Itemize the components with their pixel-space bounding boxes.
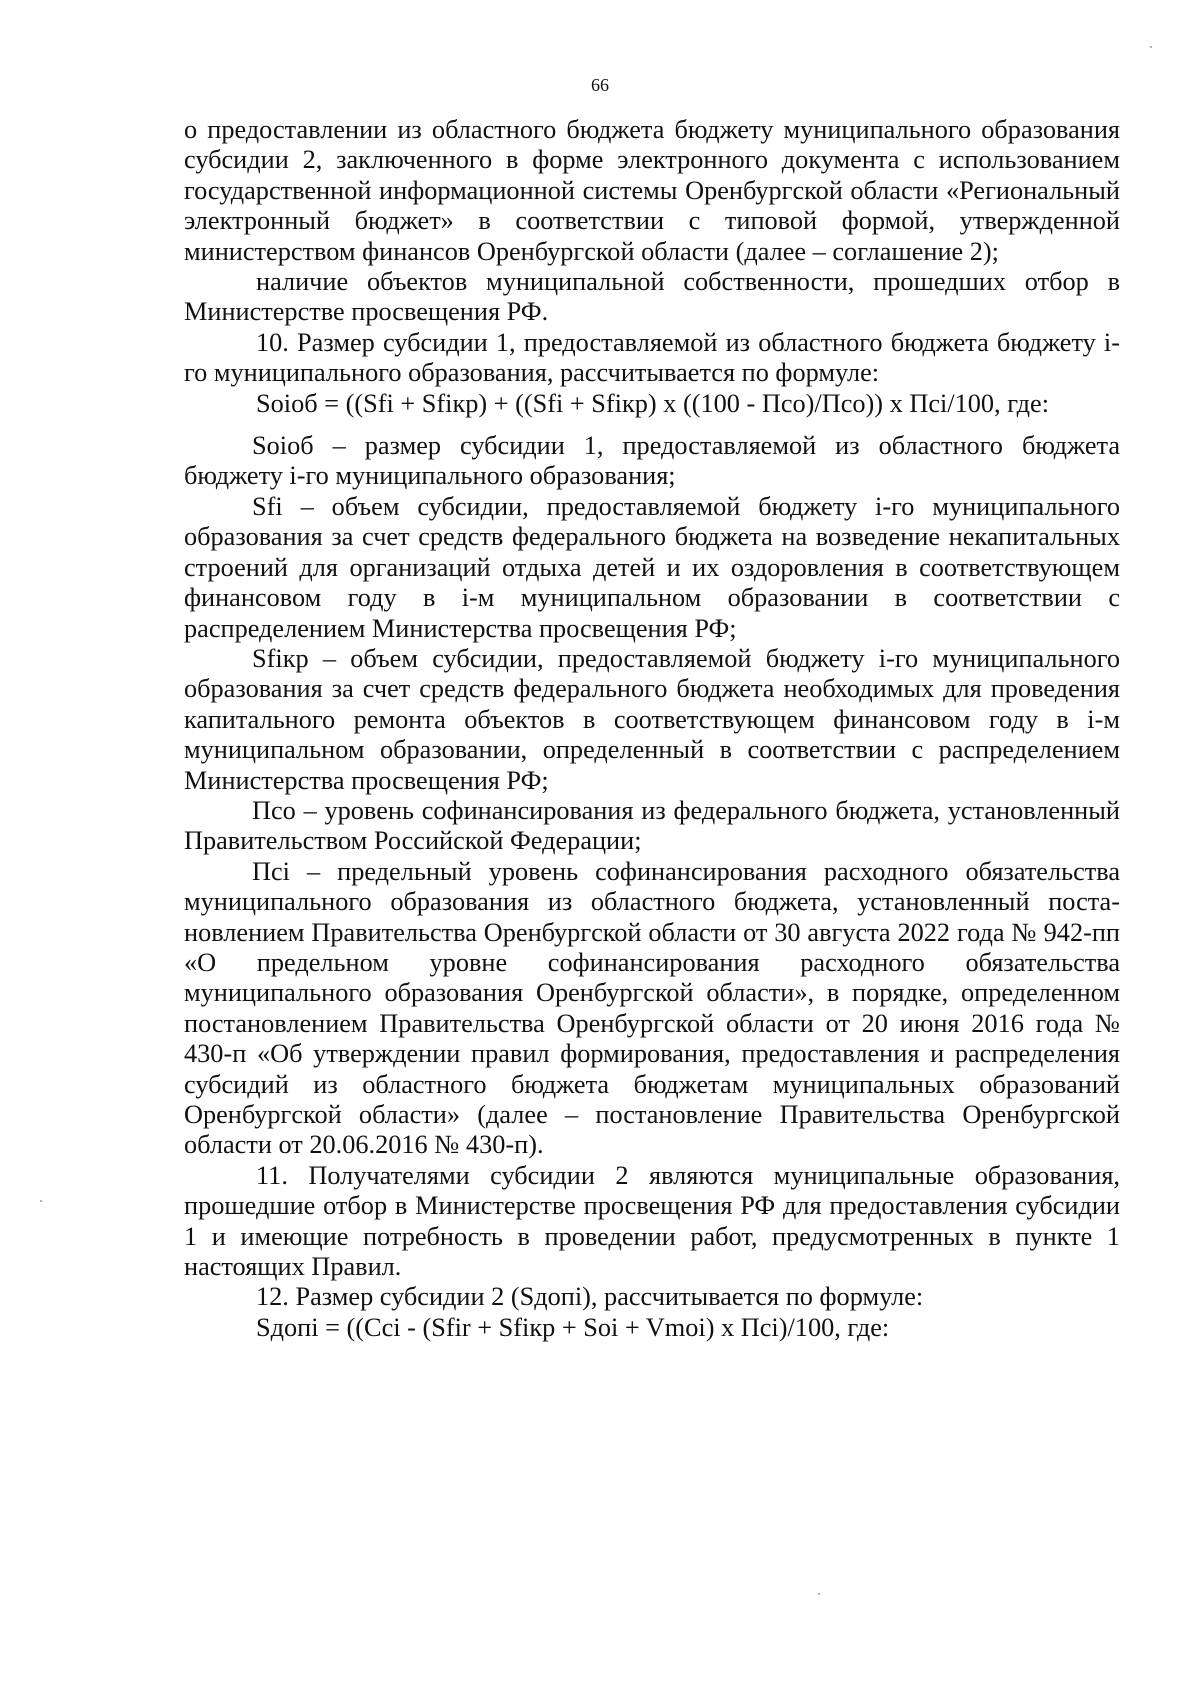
- formula-subsidy-1: Soiоб = ((Sfi + Sfiкр) + ((Sfi + Sfiкр) x ((100 - Псо)/Псо)) x Пci/100, где:: [256, 388, 1050, 418]
- page-number: 66: [591, 75, 609, 95]
- paragraph-agreement-continuation: о предоставлении из областного бюджета бюджету муниципального образования субсидии 2, заключенного в форме электронного документа с использованием государственной информационной системы Оренбургской области «Региональный электронный бюджет» в соответствии с типовой формой, утвержденной министерством финансов Оренбургской области (далее – соглашение 2);: [184, 115, 1120, 266]
- definition-sfi: Sfi – объем субсидии, предоставляемой бюджету i-го муниципального образования за счет средств федерального бюджета на возведение некапитальных строений для организаций отдыха детей и их оздоровления в соответствующем финансовом году в i-м муниципальном образовании в соответствии с распределением Министерства просвещения РФ;: [184, 491, 1120, 643]
- paragraph-item-10: 10. Размер субсидии 1, предоставляемой из областного бюджета бюджету i-го муниципального образования, рассчитывается по формуле:: [184, 327, 1120, 388]
- paragraph-item-11: 11. Получателями субсидии 2 являются муниципальные образования, прошедшие отбор в Министерстве просвещения РФ для предоставления субсидии 1 и имеющие потребность в проведении работ, предусмотренных в пункте 1 настоящих Правил.: [184, 1160, 1120, 1282]
- definition-sfikr: Sfiкр – объем субсидии, предоставляемой бюджету i-го муниципального образования за счет средств федерального бюджета необходимых для проведения капитального ремонта объектов в соответствующем финансовом году в i-м муниципальном образовании, определенный в соответствии с распределением Министерства просвещения РФ;: [184, 643, 1120, 795]
- definition-pso: Псо – уровень софинансирования из федерального бюджета, установленный Правительством Российской Федерации;: [184, 795, 1120, 856]
- scan-speck: [818, 1593, 820, 1595]
- document-body: [184, 115, 1120, 1343]
- scan-speck: [1150, 46, 1152, 48]
- paragraph-item-12: 12. Размер субсидии 2 (Sдопi), рассчитывается по формуле:: [256, 1282, 924, 1312]
- scan-speck: [40, 1200, 42, 1202]
- definition-soiob: Soiоб – размер субсидии 1, предоставляемой из областного бюджета бюджету i-го муниципального образования;: [184, 431, 1120, 491]
- formula-subsidy-2: Sдопi = ((Сci - (Sfir + Sfiкр + Soi + Vmoi) x Пci)/100, где:: [256, 1312, 890, 1342]
- paragraph-municipal-objects: наличие объектов муниципальной собственности, прошедших отбор в Министерстве просвещения РФ.: [184, 267, 1120, 327]
- definition-pci: Пci – предельный уровень софинансирования расходного обязательства муниципального образования из областного бюджета, установленный постановлением Правительства Оренбургской области от 30 августа 2022 года № 942-пп «О предельном уровне софинансирования расходного обязательства муниципального образования Оренбургской области», в порядке, определенном постановлением Правительства Оренбургской области от 20 июня 2016 года № 430-п «Об утверждении правил формирования, предоставления и распределения субсидий из областного бюджета бюджетам муниципальных образований Оренбургской области» (далее – постановление Правительства Оренбургской области от 20.06.2016 № 430-п).: [184, 856, 1120, 1160]
